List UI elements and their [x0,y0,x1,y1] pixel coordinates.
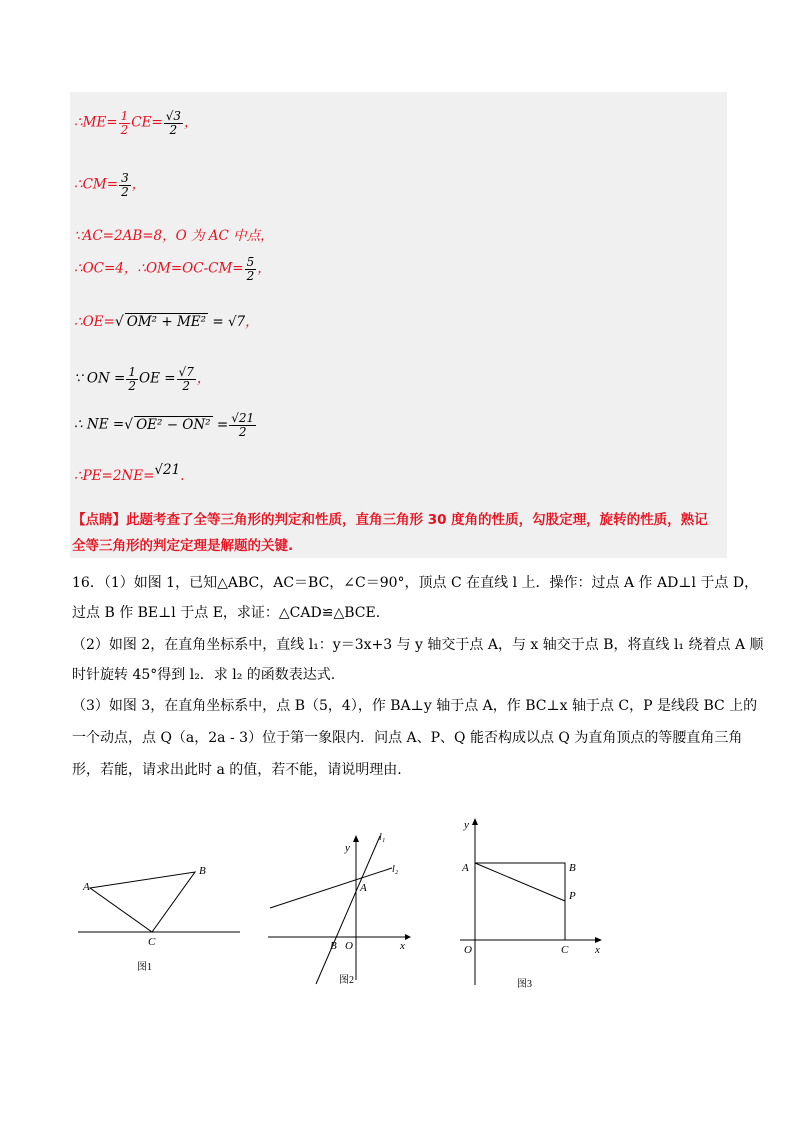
problem-3a: （3）如图 3，在直角坐标系中，点 B（5，4），作 BA⊥y 轴于点 A，作 BC⊥x 轴于点 C，P 是线段 BC 上的 [72,698,758,714]
fig2-label-x: x [400,940,405,952]
fig1-label-B: B [199,865,206,877]
fig3-label-y: y [464,819,469,831]
solution-line-1: ∴ME= $\frac{1}{2}$ CE= $\frac{√3}{2}$ ， [74,109,198,137]
fig3-segment-AP [475,863,565,901]
fig2-caption: 图2 [339,975,354,986]
solution-line-2: ∴CM= $\frac{3}{2}$ ， [74,171,146,199]
figure-3 [455,815,615,995]
fig2-line-l1 [316,836,380,984]
solution-line-3: ∵AC=2AB=8，O 为 AC 中点， [74,228,274,244]
problem-1a: 16．（1）如图 1，已知△ABC，AC＝BC，∠C＝90°，顶点 C 在直线 l 上．操作：过点 A 作 AD⊥l 于点 D， [72,575,759,591]
solution-line-8: ∴PE=2NE=√21. [74,462,185,484]
comment-line-2: 全等三角形的判定定理是解题的关键. [72,538,294,554]
fig1-label-A: A [83,881,90,893]
problem-1b: 过点 B 作 BE⊥l 于点 E，求证：△CAD≌△BCE. [72,605,381,621]
solution-line-4: ∴OC=4，∴OM=OC-CM= $\frac{5}{2}$ ， [74,255,271,283]
fig1-label-C: C [148,936,156,948]
fig2-y-arrow [353,835,359,842]
fig3-label-C: C [561,944,569,956]
problem-2a: （2）如图 2，在直角坐标系中，直线 l₁：y＝3x+3 与 y 轴交于点 A，与 x 轴交于点 B，将直线 l₁ 绕着点 A 顺 [72,637,764,653]
comment-line-1: 【点睛】此题考查了全等三角形的判定和性质，直角三角形 30 度角的性质，勾股定理，旋转的性质，熟记 [72,512,708,528]
fig3-rect-ABC [475,863,565,940]
fig3-label-x: x [595,944,600,956]
solution-line-7: ∴ NE =√ OE² − ON² = $\frac{√21}{2}$ [74,411,255,439]
fig1-caption: 图1 [137,962,152,973]
fig2-label-l2: l₂ [392,864,399,875]
problem-2b: 时针旋转 45°得到 l₂．求 l₂ 的函数表达式. [72,667,336,683]
fig1-triangle [90,872,195,932]
problem-3b: 一个动点，点 Q（a，2a - 3）位于第一象限内．问点 A、P、Q 能否构成以点 Q 为直角顶点的等腰直角三角 [72,730,743,746]
fig2-line-l2 [270,868,392,908]
solution-line-5: ∴OE=√ OM² + ME² = √7， [74,314,259,330]
fig2-label-B: B [330,940,337,952]
fig3-label-O: O [464,944,472,956]
solution-line-6: ∵ ON = $\frac{1}{2}$ OE = $\frac{√7}{2}$ ， [74,365,211,393]
figure-2 [265,828,415,993]
fig3-label-B: B [569,862,576,874]
fig3-y-arrow [472,818,478,825]
fig3-label-P: P [569,890,576,902]
problem-3c: 形，若能，请求出此时 a 的值，若不能，请说明理由. [72,762,402,778]
fig2-label-y: y [345,842,350,854]
fig2-label-l1: l₁ [379,832,386,843]
fig2-label-A: A [360,882,367,894]
fig3-x-arrow [595,937,602,943]
fig3-caption: 图3 [517,979,532,990]
figure-1 [70,850,250,980]
fig3-label-A: A [462,862,469,874]
fig2-label-O: O [345,940,353,952]
fig2-x-arrow [405,934,411,940]
